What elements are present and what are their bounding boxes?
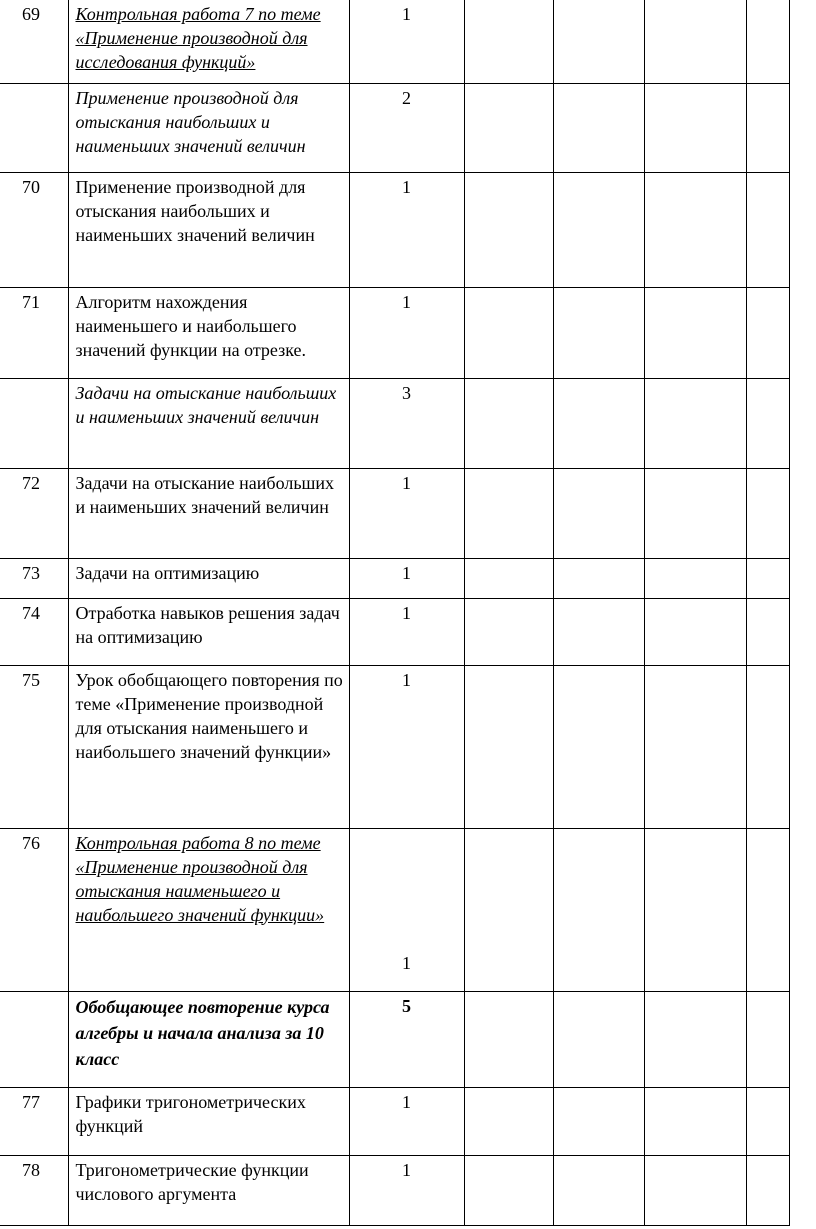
empty-cell — [464, 1087, 553, 1155]
section-title: Обобщающее повторение курса алгебры и начала анализа за 10 класс — [68, 991, 349, 1087]
lesson-title: Урок обобщающего повторения по теме «Применение производной для отыскания наименьшего и наибольшего значений функции» — [68, 665, 349, 828]
lesson-number — [0, 83, 68, 172]
table-row — [0, 828, 789, 991]
empty-cell — [644, 828, 746, 991]
table-row — [0, 598, 789, 665]
lesson-number: 77 — [0, 1087, 68, 1155]
lesson-hours: 5 — [349, 991, 464, 1087]
lesson-hours: 1 — [349, 287, 464, 378]
empty-cell — [746, 1087, 789, 1155]
lesson-title: Алгоритм нахождения наименьшего и наибольшего значений функции на отрезке. — [68, 287, 349, 378]
lesson-number: 71 — [0, 287, 68, 378]
empty-cell — [746, 665, 789, 828]
empty-cell — [464, 598, 553, 665]
lesson-number: 73 — [0, 558, 68, 598]
empty-cell — [553, 828, 644, 991]
lesson-hours: 1 — [349, 0, 464, 83]
empty-cell — [464, 172, 553, 287]
lesson-number — [0, 378, 68, 468]
empty-cell — [746, 598, 789, 665]
empty-cell — [464, 558, 553, 598]
lesson-hours: 1 — [349, 1087, 464, 1155]
empty-cell — [464, 828, 553, 991]
empty-cell — [644, 287, 746, 378]
empty-cell — [464, 287, 553, 378]
empty-cell — [553, 991, 644, 1087]
empty-cell — [746, 828, 789, 991]
lesson-title: Тригонометрические функции числового аргумента — [68, 1155, 349, 1225]
empty-cell — [464, 83, 553, 172]
lesson-title: Применение производной для отыскания наибольших и наименьших значений величин — [68, 172, 349, 287]
empty-cell — [553, 378, 644, 468]
empty-cell — [644, 468, 746, 558]
table-row — [0, 287, 789, 378]
lesson-hours: 1 — [349, 598, 464, 665]
lesson-number: 74 — [0, 598, 68, 665]
empty-cell — [644, 83, 746, 172]
empty-cell — [464, 1155, 553, 1225]
empty-cell — [464, 468, 553, 558]
lesson-hours: 1 — [349, 558, 464, 598]
table-row — [0, 665, 789, 828]
table-row — [0, 83, 789, 172]
empty-cell — [644, 665, 746, 828]
empty-cell — [553, 1155, 644, 1225]
section-title: Применение производной для отыскания наибольших и наименьших значений величин — [68, 83, 349, 172]
empty-cell — [553, 665, 644, 828]
lesson-title: Графики тригонометрических функций — [68, 1087, 349, 1155]
lesson-number: 72 — [0, 468, 68, 558]
lesson-hours: 1 — [349, 665, 464, 828]
empty-cell — [644, 172, 746, 287]
lesson-number: 75 — [0, 665, 68, 828]
empty-cell — [464, 0, 553, 83]
table-row — [0, 1087, 789, 1155]
lesson-title: Задачи на отыскание наибольших и наименьших значений величин — [68, 468, 349, 558]
lesson-hours: 2 — [349, 83, 464, 172]
table-row — [0, 1155, 789, 1225]
empty-cell — [746, 83, 789, 172]
empty-cell — [746, 991, 789, 1087]
table-row — [0, 558, 789, 598]
empty-cell — [553, 468, 644, 558]
empty-cell — [553, 83, 644, 172]
empty-cell — [553, 598, 644, 665]
empty-cell — [746, 172, 789, 287]
empty-cell — [644, 1155, 746, 1225]
empty-cell — [746, 468, 789, 558]
table-row — [0, 991, 789, 1087]
empty-cell — [746, 0, 789, 83]
lesson-hours: 1 — [349, 828, 464, 991]
empty-cell — [746, 558, 789, 598]
table-row — [0, 468, 789, 558]
empty-cell — [644, 378, 746, 468]
empty-cell — [464, 991, 553, 1087]
empty-cell — [746, 287, 789, 378]
empty-cell — [644, 1087, 746, 1155]
lesson-number: 70 — [0, 172, 68, 287]
empty-cell — [464, 378, 553, 468]
lesson-title: Контрольная работа 7 по теме «Применение производной для исследования функций» — [68, 0, 349, 83]
empty-cell — [644, 598, 746, 665]
empty-cell — [553, 558, 644, 598]
lesson-hours: 1 — [349, 1155, 464, 1225]
empty-cell — [746, 1155, 789, 1225]
lesson-hours: 1 — [349, 468, 464, 558]
lesson-number: 76 — [0, 828, 68, 991]
empty-cell — [644, 991, 746, 1087]
empty-cell — [644, 0, 746, 83]
lesson-title: Контрольная работа 8 по теме «Применение производной для отыскания наименьшего и наибольшего значений функции» — [68, 828, 349, 991]
empty-cell — [553, 172, 644, 287]
empty-cell — [553, 287, 644, 378]
lesson-title: Отработка навыков решения задач на оптимизацию — [68, 598, 349, 665]
lesson-number: 78 — [0, 1155, 68, 1225]
empty-cell — [553, 1087, 644, 1155]
lesson-number — [0, 991, 68, 1087]
table-row — [0, 172, 789, 287]
lesson-hours: 3 — [349, 378, 464, 468]
section-title: Задачи на отыскание наибольших и наименьших значений величин — [68, 378, 349, 468]
lesson-number: 69 — [0, 0, 68, 83]
empty-cell — [553, 0, 644, 83]
empty-cell — [644, 558, 746, 598]
empty-cell — [746, 378, 789, 468]
lesson-hours: 1 — [349, 172, 464, 287]
lesson-title: Задачи на оптимизацию — [68, 558, 349, 598]
table-row — [0, 0, 789, 83]
empty-cell — [464, 665, 553, 828]
table-row — [0, 378, 789, 468]
